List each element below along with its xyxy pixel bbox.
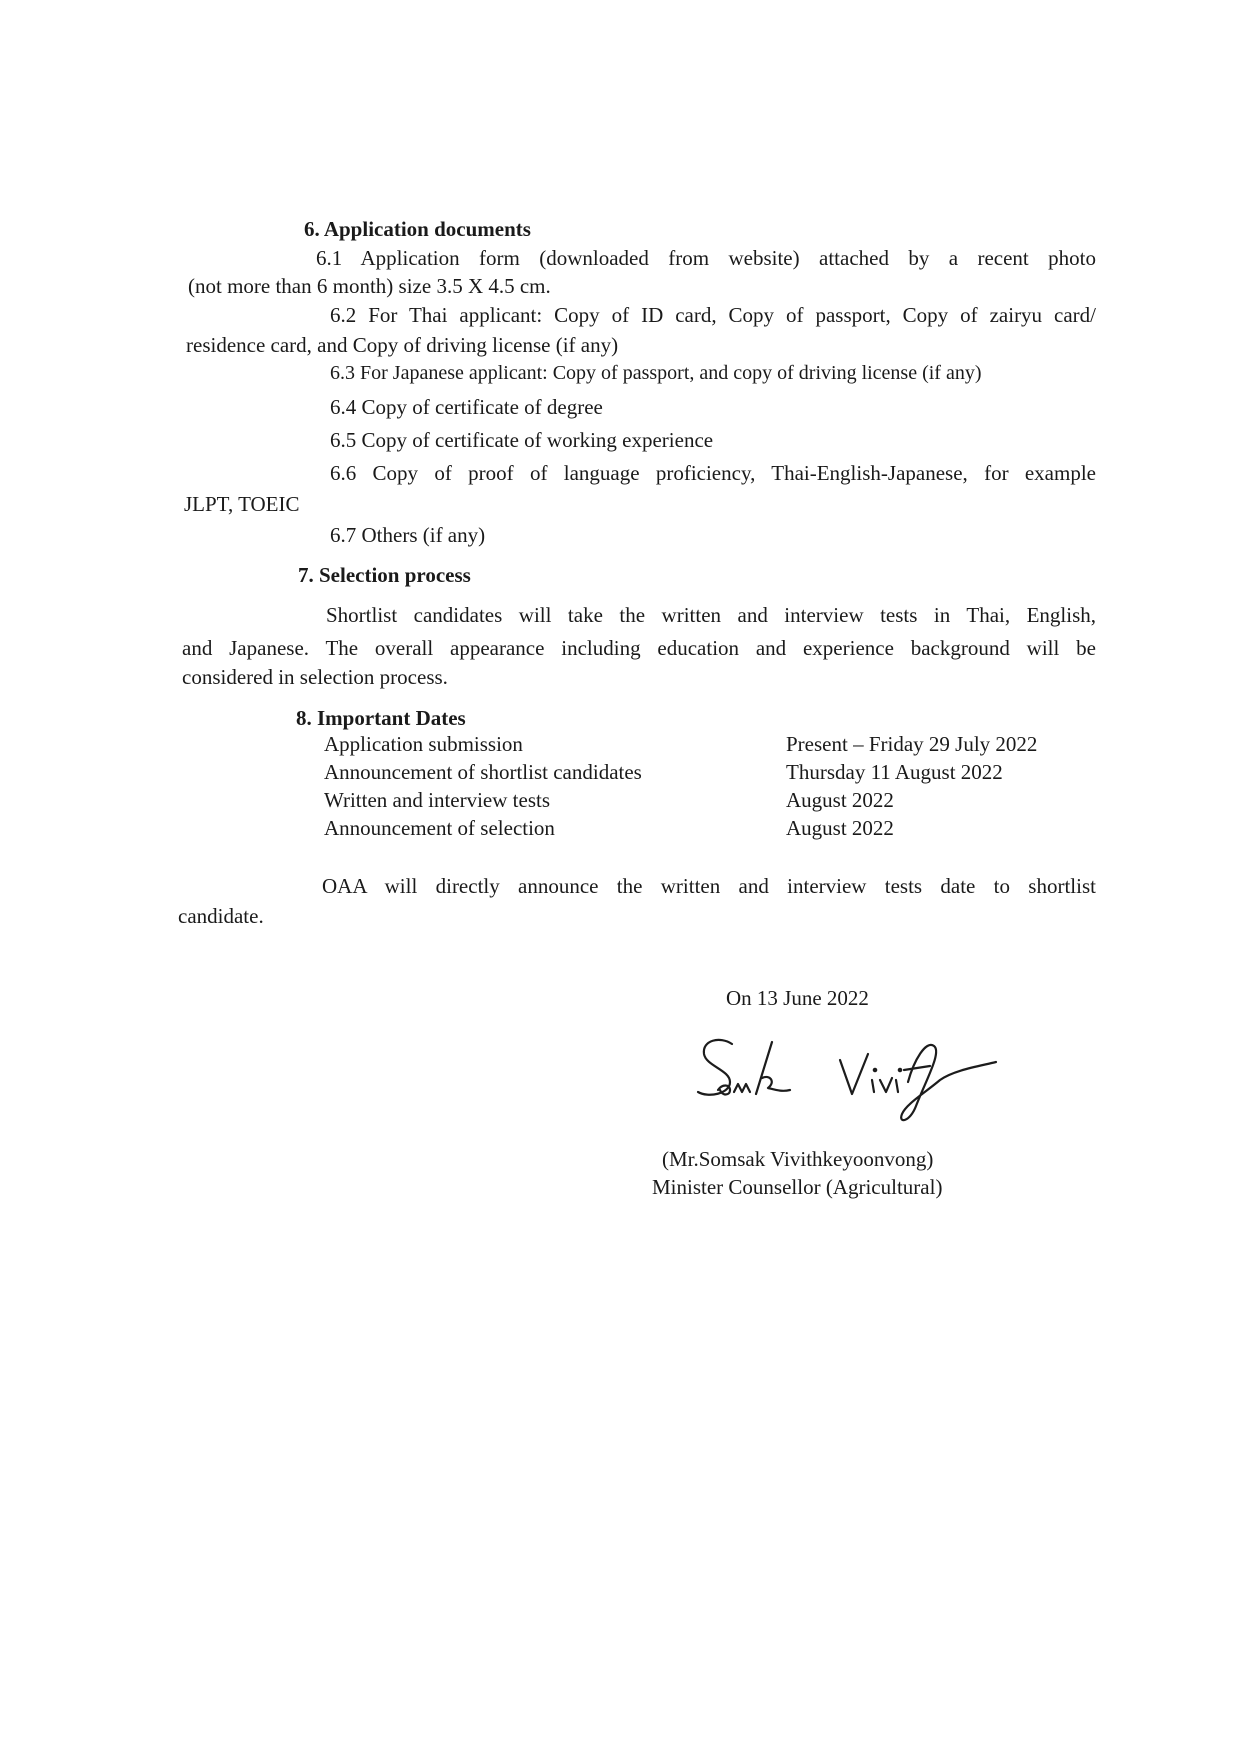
handwritten-signature [690,1030,1010,1130]
item-6-3: 6.3 For Japanese applicant: Copy of passport, and copy of driving license (if any) [330,362,982,384]
section-7-line3: considered in selection process. [182,665,448,689]
dates-row [324,759,1104,787]
signature-date: On 13 June 2022 [726,986,869,1010]
item-6-2-line1: 6.2 For Thai applicant: Copy of ID card, Copy of passport, Copy of zairyu card/ [330,303,1096,327]
section-8-heading: 8. Important Dates [296,706,466,730]
section-8-note-line1: OAA will directly announce the written and interview tests date to shortlist [322,874,1096,898]
section-7-line2: and Japanese. The overall appearance including education and experience background will be [182,636,1096,660]
dates-row [324,787,1104,815]
item-6-1-line1: 6.1 Application form (downloaded from website) attached by a recent photo [316,246,1096,270]
item-6-6-line1: 6.6 Copy of proof of language proficiency, Thai-English-Japanese, for example [330,461,1096,485]
section-6-heading: 6. Application documents [304,217,531,241]
section-8-note-line2: candidate. [178,904,264,928]
dates-row [324,731,1104,759]
dates-row-label: Written and interview tests [324,788,551,812]
signatory-name: (Mr.Somsak Vivithkeyoonvong) [662,1147,934,1171]
item-6-2-line2: residence card, and Copy of driving license (if any) [186,333,619,357]
item-6-4: 6.4 Copy of certificate of degree [330,395,603,419]
dates-row-label: Announcement of selection [324,816,555,840]
dates-row-label: Application submission [324,732,523,756]
dates-row-value: Present – Friday 29 July 2022 [786,732,1038,756]
item-6-5: 6.5 Copy of certificate of working experience [330,428,714,452]
dates-row-value: August 2022 [786,788,894,812]
signatory-title: Minister Counsellor (Agricultural) [652,1175,943,1199]
item-6-1-line2: (not more than 6 month) size 3.5 X 4.5 cm. [188,274,551,298]
section-7-line1: Shortlist candidates will take the written and interview tests in Thai, English, [326,603,1096,627]
dates-row-label: Announcement of shortlist candidates [324,760,642,784]
dates-row-value: Thursday 11 August 2022 [786,760,1003,784]
item-6-6-line2: JLPT, TOEIC [184,492,300,516]
section-7-heading: 7. Selection process [298,563,471,587]
dates-row [324,815,1104,843]
item-6-7: 6.7 Others (if any) [330,523,486,547]
dates-row-value: August 2022 [786,816,894,840]
